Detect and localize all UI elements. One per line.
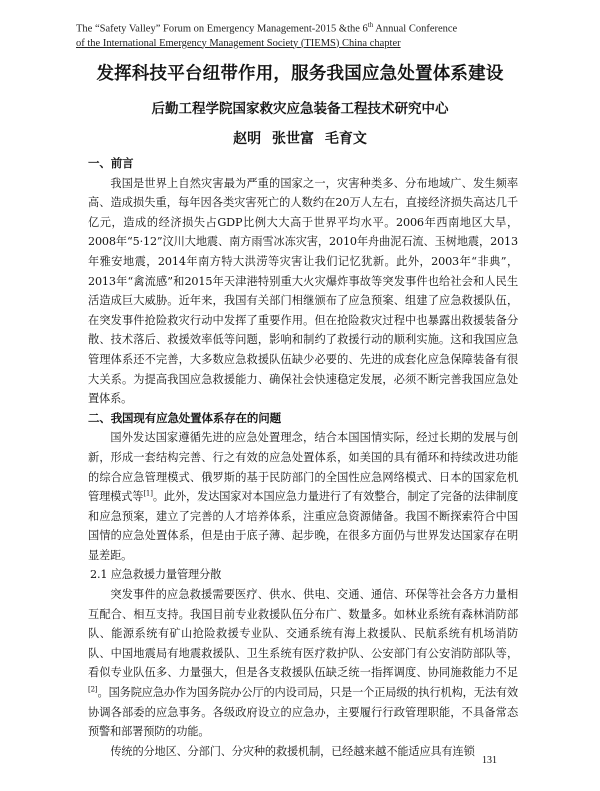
authors: 赵明 张世富 毛育文 [233, 131, 367, 147]
body-text [88, 154, 518, 761]
running-head-line2: of the International Emergency Management Society (TIEMS) China chapter [76, 37, 401, 49]
problems-paragraph: 国外发达国家遵循先进的应急处置理念，结合本国国情实际，经过长期的发展与创新，形成一套结构完善、行之有效的应急处置体系，如美国的具有循环和持续改进功能的综合应急管理模式、俄罗斯的基于民防部门的全国性应急网络模式、日本的国家危机管理模式等[1]。此外，发达国家对本国应急力量进行了有效整合，制定了完备的法律制度和应急预案，建立了完善的人才培养体系，注重应急资源储备。我国不断探索符合中国国情的应急处置体系，但是由于底子薄、起步晚，在很多方面仍与世界发达国家存在明显差距。 [88, 431, 518, 562]
paper-title: 发挥科技平台纽带作用，服务我国应急处置体系建设 [96, 64, 504, 84]
intro-paragraph: 我国是世界上自然灾害最为严重的国家之一，灾害种类多、分布地域广、发生频率高、造成损失重，每年因各类灾害死亡的人数约在20万人左右，直接经济损失高达几千亿元，造成的经济损失占GDP比例大大高于世界平均水平。2006年西南地区大旱，2008年“5·12”汶川大地震、南方雨雪冰冻灾害，2010年舟曲泥石流、玉树地震，2013年雅安地震，2014年南方特大洪涝等灾害让我们记忆犹新。此外，2003年“非典”，2013年“禽流感”和2015年天津港特别重大火灾爆炸事故等突发事件也给社会和人民生活造成巨大威胁。近年来，我国有关部门相继颁布了应急预案、组建了应急救援队伍，在突发事件抢险救灾行动中发挥了重要作用。但在抢险救灾过程中也暴露出救援装备分散、技术落后、救援效率低等问题，影响和制约了救援行动的顺利实施。这和我国应急管理体系还不完善，大多数应急救援队伍缺少必要的、先进的成套化应急保障装备有很大关系。为提高我国应急救援能力、确保社会快速稳定发展，必须不断完善我国应急处置体系。 [88, 176, 518, 406]
subsection-paragraph: 突发事件的应急救援需要医疗、供水、供电、交通、通信、环保等社会各方力量相互配合、相互支持。我国目前专业救援队伍分布广、数量多。如林业系统有森林消防部队、能源系统有矿山抢险救援专业队、交通系统有海上救援队、民航系统有机场消防队、中国地震局有地震救援队、卫生系统有医疗救护队、公安部门有公安消防部队等，看似专业队伍多、力量强大，但是各支救援队伍缺乏统一指挥调度、协同施救能力不足[2]。国务院应急办作为国务院办公厅的内设司局，只是一个正局级的执行机构，无法有效协调各部委的应急事务。各级政府设立的应急办，主要履行行政管理职能，不具备常态预警和部署预防的功能。 [88, 588, 518, 739]
page-number: 131 [482, 755, 497, 766]
subsection-paragraph-2: 传统的分地区、分部门、分灾种的救援机制，已经越来越不能适应具有连锁 [110, 744, 475, 758]
running-head-line1: The “Safety Valley” Forum on Emergency Management-2015 &the 6th Annual Conference [76, 21, 458, 35]
citation-ref: [2] [88, 685, 98, 694]
running-head [76, 18, 516, 51]
citation-ref: [1] [143, 489, 153, 498]
section-heading-problems: 二、我国现有应急处置体系存在的问题 [88, 410, 281, 425]
subsection-heading: 2.1 应急救援力量管理分散 [90, 568, 222, 582]
affiliation: 后勤工程学院国家救灾应急装备工程技术研究中心 [151, 101, 449, 117]
section-heading-intro: 一、前言 [88, 156, 134, 170]
